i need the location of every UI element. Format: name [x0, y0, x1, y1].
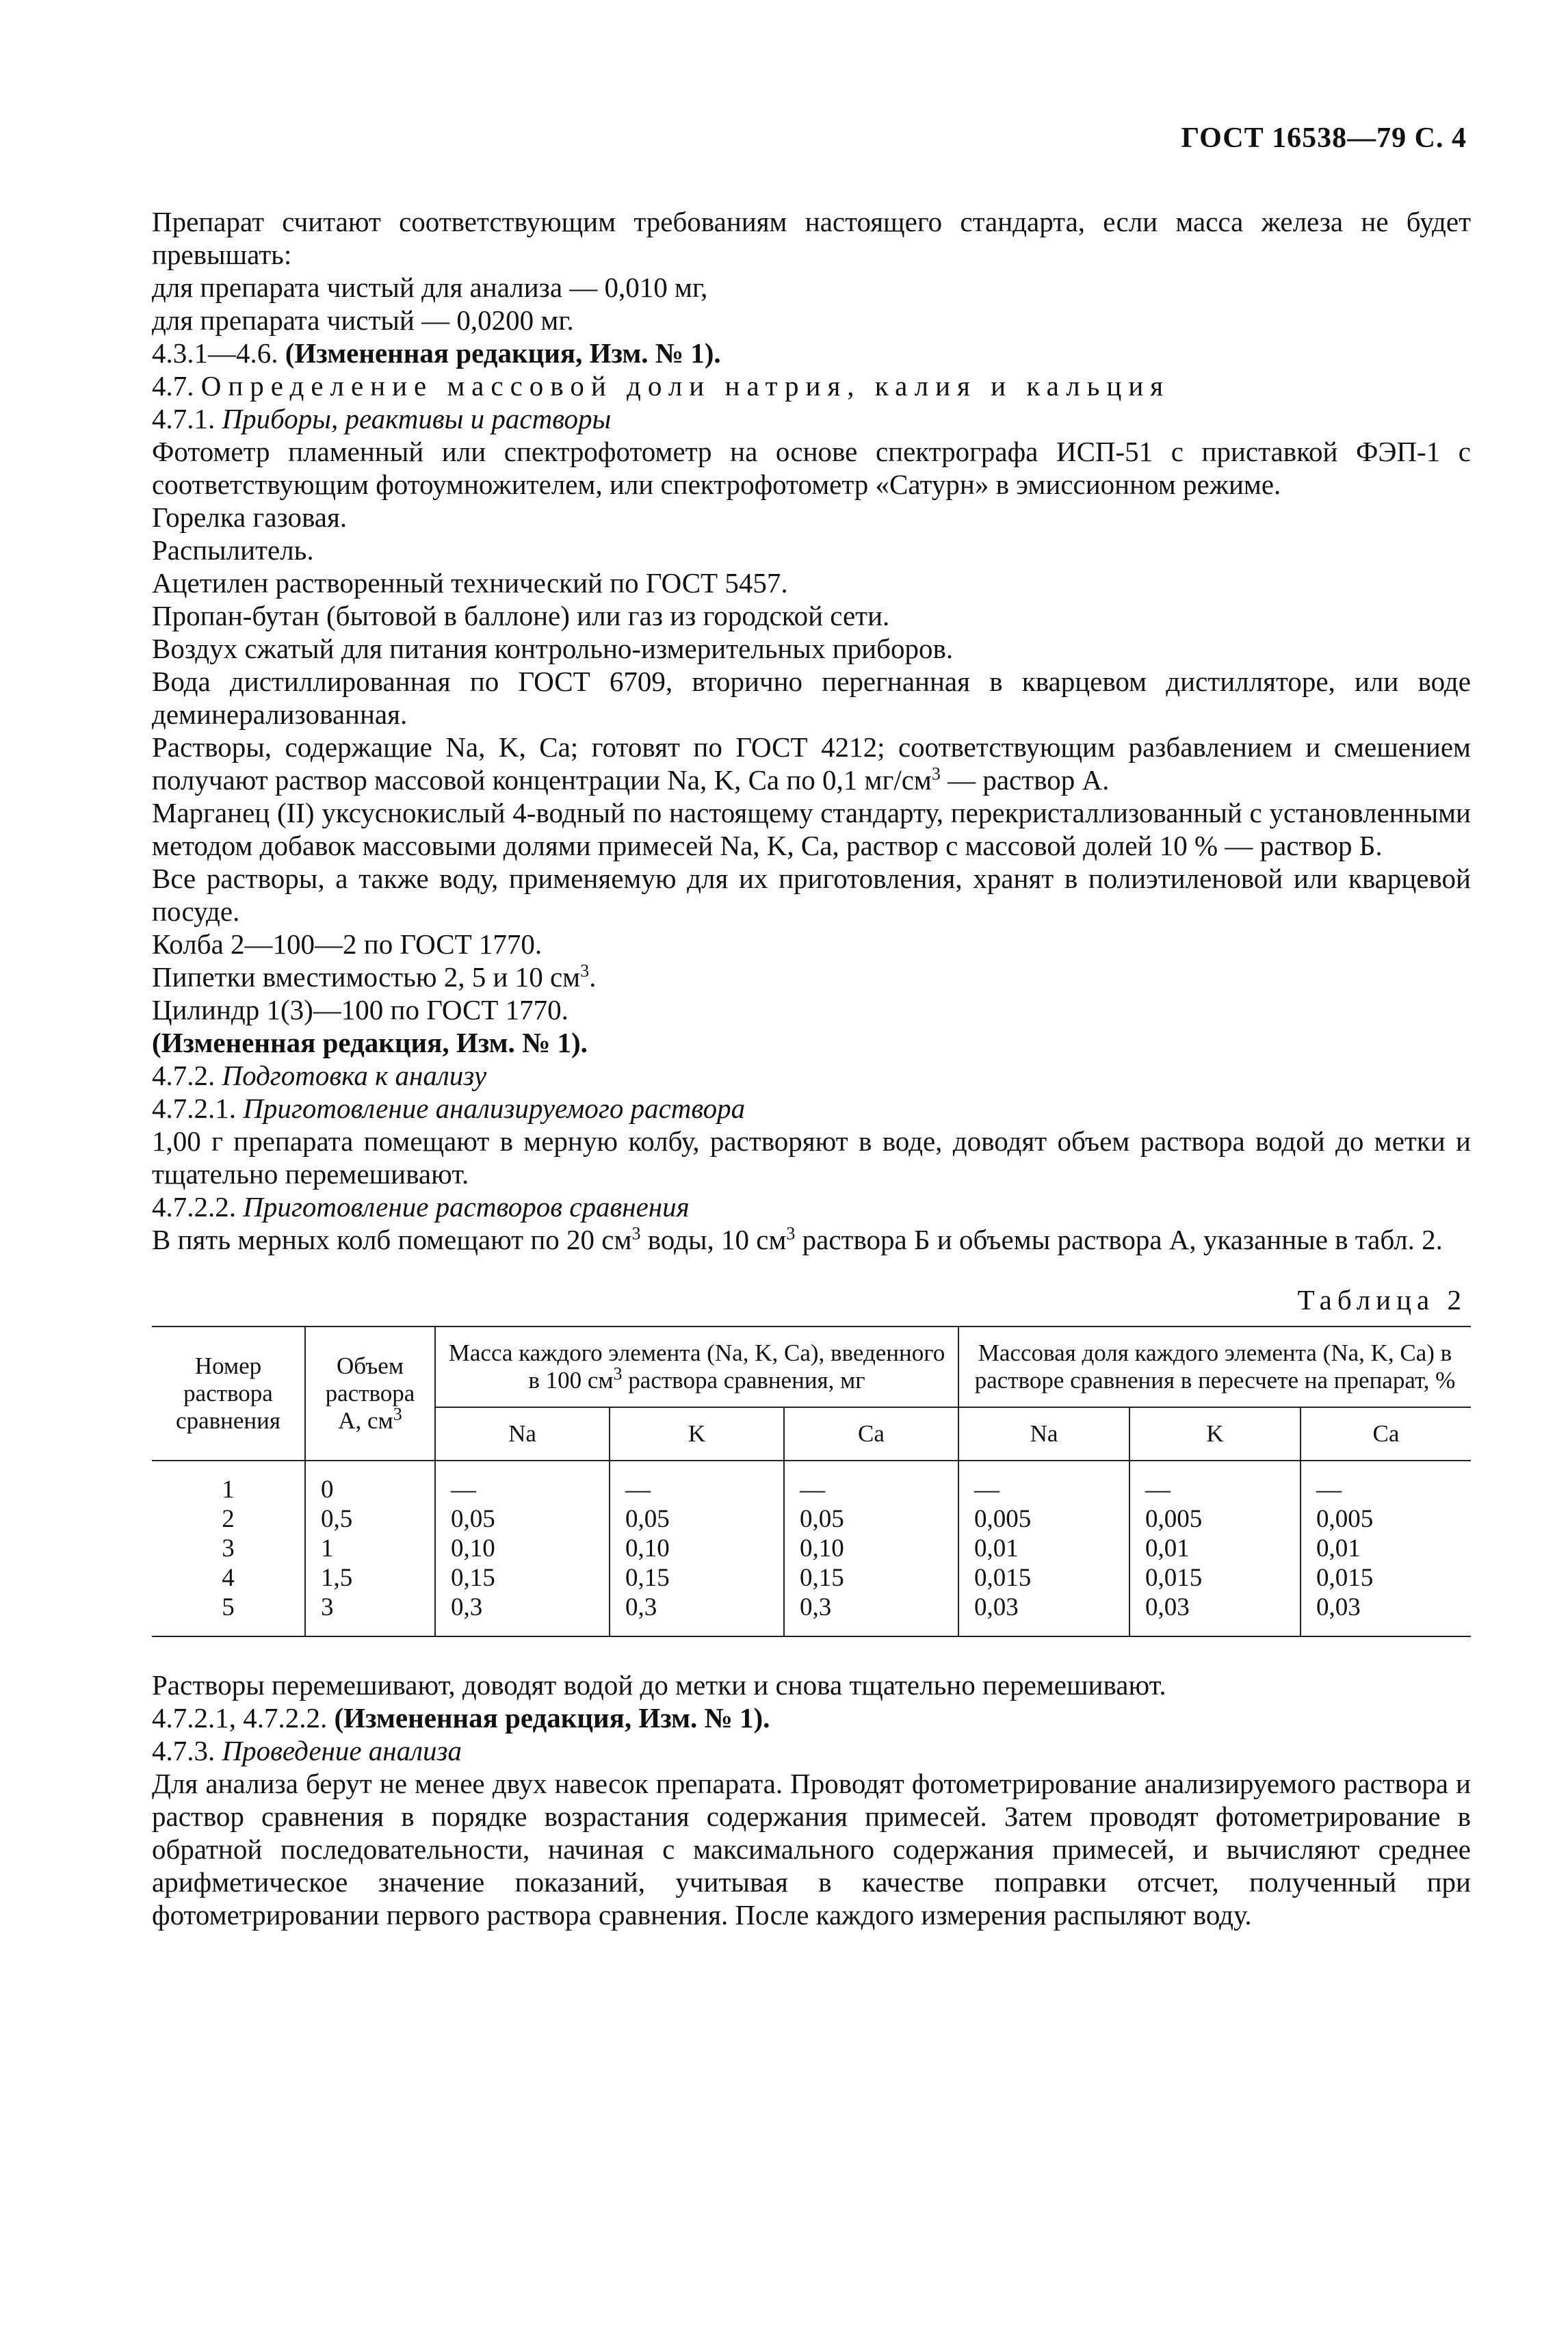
- table-cell: 0,005: [958, 1504, 1129, 1534]
- table-cell: —: [1301, 1461, 1471, 1504]
- paragraph: Горелка газовая.: [152, 501, 348, 533]
- table-row: [152, 1461, 1471, 1504]
- paragraph: Воздух сжатый для питания контрольно-измерительных приборов.: [152, 633, 954, 664]
- table-cell: 0,10: [435, 1534, 610, 1563]
- data-table: [152, 1326, 1471, 1637]
- paragraph: Для анализа берут не менее двух навесок препарата. Проводят фотометрирование анализируемого раствора и раствор сравнения в порядке возрастания содержания примесей. Затем проводят фотометрирование в обратной последовательности, начиная с максимального содержания примесей, и вычисляют среднее арифметическое значение показаний, учитывая в качестве поправки отсчет, полученный при фотометрировании первого раствора сравнения. После каждого измерения распыляют воду.: [152, 1768, 1471, 1931]
- amendment-text: (Измененная редакция, Изм. № 1).: [285, 337, 721, 369]
- table-cell: 1: [222, 1476, 235, 1504]
- table-row: [152, 1504, 1471, 1534]
- header-mass: Масса каждого элемента (Na, K, Ca), введенного в 100 $см^3$ раствора сравнения, мг: [435, 1327, 958, 1407]
- document-body: [152, 205, 1471, 1931]
- paragraph: 1,00 г препарата помещают в мерную колбу, растворяют в воде, доводят объем раствора водой до метки и тщательно перемешивают.: [152, 1125, 1471, 1190]
- table-cell: —: [610, 1461, 784, 1504]
- paragraph: Препарат считают соответствующим требованиям настоящего стандарта, если масса железа не будет превышать:: [152, 206, 1471, 270]
- subheader-cell: Na: [958, 1407, 1129, 1461]
- amendment-number: 4.7.2.1, 4.7.2.2.: [152, 1702, 328, 1734]
- table-cell: 0,05: [784, 1504, 958, 1534]
- header-mass-fraction: Массовая доля каждого элемента (Na, K, Ca) в растворе сравнения в пересчете на препарат, %: [958, 1327, 1471, 1407]
- subsection-title: Проведение анализа: [222, 1735, 462, 1766]
- paragraph: Пропан-бутан (бытовой в баллоне) или газ из городской сети.: [152, 600, 890, 631]
- amendment-text: (Измененная редакция, Изм. № 1).: [334, 1702, 770, 1734]
- paragraph: Колба 2—100—2 по ГОСТ 1770.: [152, 928, 543, 960]
- subsection-heading: [152, 1092, 1471, 1125]
- table-cell: 0,015: [958, 1563, 1129, 1593]
- paragraph: Все растворы, а также воду, применяемую для их приготовления, хранят в полиэтиленовой или кварцевой посуде.: [152, 863, 1471, 927]
- section-title: Определение массовой доли натрия, калия и кальция: [200, 370, 1171, 402]
- table-cell: 0,10: [784, 1534, 958, 1563]
- table-cell: 0,01: [1301, 1534, 1471, 1563]
- paragraph: Вода дистиллированная по ГОСТ 6709, вторично перегнанная в кварцевом дистилляторе, или воде деминерализованная.: [152, 666, 1471, 730]
- table-cell: 5: [222, 1593, 235, 1621]
- amendment-note: [152, 337, 1471, 369]
- paragraph: для препарата чистый — 0,0200 мг.: [152, 304, 574, 336]
- table-cell: —: [958, 1461, 1129, 1504]
- subsection-title: Приготовление растворов сравнения: [243, 1191, 690, 1223]
- subsection-heading: [152, 1734, 1471, 1767]
- subheader-cell: K: [1129, 1407, 1301, 1461]
- subsection-title: Приборы, реактивы и растворы: [222, 403, 612, 434]
- table-cell: 0,03: [1301, 1593, 1471, 1636]
- table-cell: —: [1129, 1461, 1301, 1504]
- table-cell: 0,01: [958, 1534, 1129, 1563]
- table-cell: —: [784, 1461, 958, 1504]
- paragraph: для препарата чистый для анализа — 0,010 мг,: [152, 272, 708, 303]
- table-cell: 1: [305, 1534, 435, 1563]
- paragraph: Цилиндр 1(3)—100 по ГОСТ 1770.: [152, 994, 569, 1025]
- table-cell: 0,03: [958, 1593, 1129, 1636]
- page-header: ГОСТ 16538—79 С. 4: [1181, 122, 1467, 154]
- subheader-cell: Ca: [1301, 1407, 1471, 1461]
- table-cell: 1,5: [305, 1563, 435, 1593]
- subsection-heading: [152, 1059, 1471, 1092]
- table-cell: 3: [305, 1593, 435, 1636]
- subsection-number: 4.7.2.1.: [152, 1093, 236, 1124]
- paragraph: Растворы, содержащие Na, K, Ca; готовят по ГОСТ 4212; соответствующим разбавлением и смешением получают раствор массовой концентрации Na, K, Ca по 0,1 $мг/см^3$ — раствор А.: [152, 731, 1471, 796]
- table-cell: 3: [222, 1534, 235, 1563]
- section-number: 4.7.: [152, 370, 194, 402]
- table-caption: Таблица 2: [1297, 1284, 1467, 1316]
- paragraph: Ацетилен растворенный технический по ГОСТ 5457.: [152, 567, 788, 599]
- table-cell: 0,5: [305, 1504, 435, 1534]
- subsection-number: 4.7.2.2.: [152, 1191, 236, 1223]
- table-cell: 0,3: [435, 1593, 610, 1636]
- subsection-heading: [152, 1190, 1471, 1223]
- table-cell: 0,10: [610, 1534, 784, 1563]
- table-cell: 0,05: [610, 1504, 784, 1534]
- paragraph: Фотометр пламенный или спектрофотометр на основе спектрографа ИСП-51 с приставкой ФЭП-1 с соответствующим фотоумножителем, или спектрофотометр «Сатурн» в эмиссионном режиме.: [152, 436, 1471, 500]
- paragraph: Распылитель.: [152, 534, 314, 566]
- subsection-number: 4.7.2.: [152, 1060, 215, 1091]
- table-cell: 0,3: [784, 1593, 958, 1636]
- subsection-heading: [152, 402, 1471, 435]
- table-cell: 0,15: [610, 1563, 784, 1593]
- header-volume: Объем раствора А, $см^3$: [305, 1327, 435, 1461]
- table-cell: 0,03: [1129, 1593, 1301, 1636]
- table-cell: 0,15: [435, 1563, 610, 1593]
- table-cell: 0,15: [784, 1563, 958, 1593]
- table-row: [152, 1534, 1471, 1563]
- paragraph: Пипетки вместимостью 2, 5 и 10 $см^3$.: [152, 961, 597, 993]
- amendment-note: [152, 1701, 1471, 1734]
- subheader-cell: Ca: [784, 1407, 958, 1461]
- table-cell: 0,015: [1129, 1563, 1301, 1593]
- header-solution-number: Номер раствора сравнения: [152, 1327, 305, 1461]
- table-cell: 2: [222, 1505, 235, 1533]
- section-heading: [152, 369, 1471, 402]
- table-cell: 0,005: [1129, 1504, 1301, 1534]
- table-cell: 0,3: [610, 1593, 784, 1636]
- subsection-number: 4.7.1.: [152, 403, 215, 434]
- subsection-title: Подготовка к анализу: [222, 1060, 487, 1091]
- subheader-cell: Na: [435, 1407, 610, 1461]
- table-cell: 0,005: [1301, 1504, 1471, 1534]
- table-cell: 0: [305, 1461, 435, 1504]
- amendment-note: (Измененная редакция, Изм. № 1).: [152, 1027, 588, 1058]
- paragraph: В пять мерных колб помещают по 20 $см^3$ воды, 10 $см^3$ раствора Б и объемы раствора А, указанные в табл. 2.: [152, 1223, 1443, 1255]
- table-cell: 4: [222, 1564, 235, 1592]
- table-row: [152, 1593, 1471, 1636]
- table-row: [152, 1563, 1471, 1593]
- table-cell: 0,015: [1301, 1563, 1471, 1593]
- paragraph: Марганец (II) уксуснокислый 4-водный по настоящему стандарту, перекристаллизованный с установленными методом добавок массовыми долями примесей Na, K, Ca, раствор с массовой долей 10 % — раствор Б.: [152, 797, 1471, 861]
- subsection-title: Приготовление анализируемого раствора: [243, 1093, 746, 1124]
- subsection-number: 4.7.3.: [152, 1735, 215, 1766]
- paragraph: Растворы перемешивают, доводят водой до метки и снова тщательно перемешивают.: [152, 1669, 1166, 1701]
- table-cell: 0,01: [1129, 1534, 1301, 1563]
- table-cell: 0,05: [435, 1504, 610, 1534]
- table-cell: —: [435, 1461, 610, 1504]
- amendment-number: 4.3.1—4.6.: [152, 337, 278, 369]
- subheader-cell: K: [610, 1407, 784, 1461]
